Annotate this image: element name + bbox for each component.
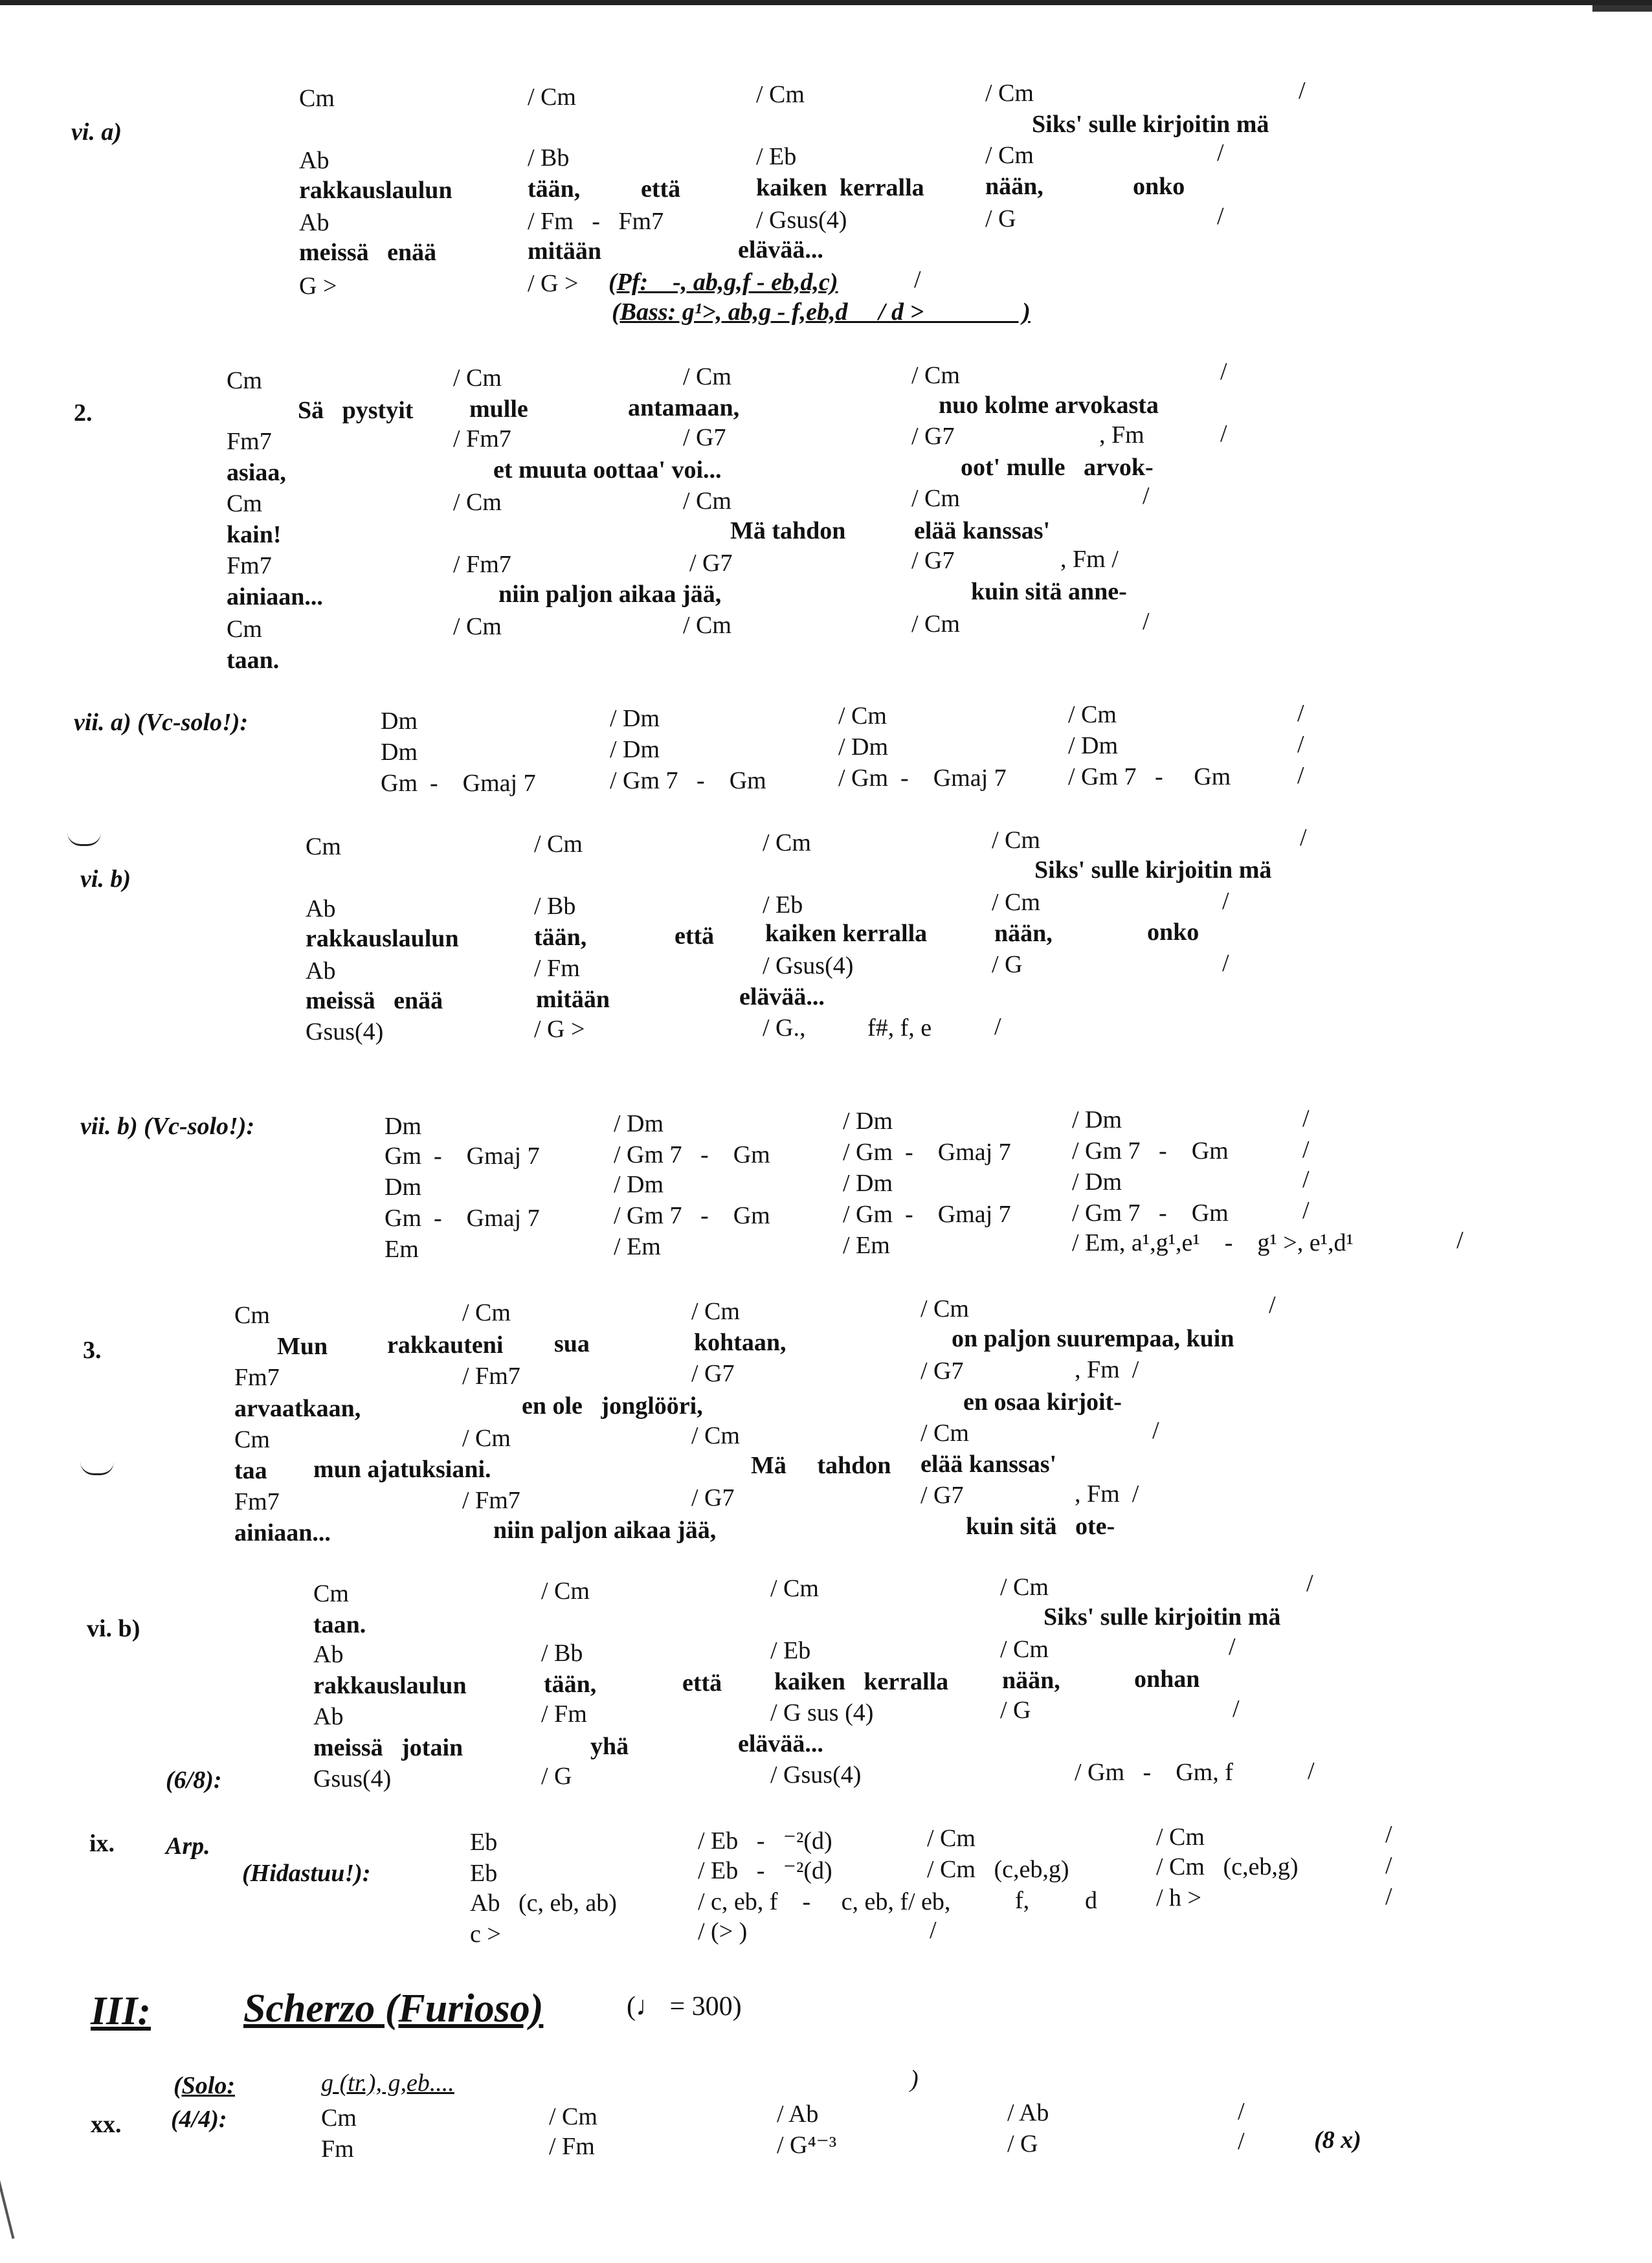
barline: / [930,1917,937,1944]
chord: Cm [313,1580,349,1607]
chord: / Dm [614,1110,664,1137]
chord: / Em [843,1232,890,1259]
chord: / Cm [770,1575,819,1602]
chord: / Gm 7 - Gm [1072,1199,1229,1227]
chord: Em [385,1236,419,1263]
chord: Dm [381,739,418,766]
solo-close: ) [910,2066,919,2093]
chord: / G7 [911,423,955,450]
chord: / Dm [1072,1168,1122,1196]
chord: / Gm 7 - Gm [614,1202,770,1229]
lyric: nään, [1002,1667,1060,1694]
chord: Gsus(4) [306,1018,384,1045]
lyric: rakkauteni [387,1332,504,1359]
chord: / Dm [1072,1106,1122,1133]
chord: / Gsus(4) [756,206,847,234]
barline: / [1220,420,1227,447]
lyric: että [682,1669,722,1697]
barline: / [1457,1227,1464,1254]
barline: / [1302,1197,1310,1224]
chord: / Em, a¹,g¹,e¹ - g¹ >, e¹,d¹ [1072,1229,1354,1256]
barline: / [914,266,921,293]
chord: / Cm [927,1825,976,1852]
lyric: Mun [277,1333,328,1360]
chord: / Eb - ⁻²(d) [698,1827,832,1855]
lyric: mulle [469,396,528,423]
barline: / [1233,1695,1240,1722]
chord: / Em [614,1233,661,1260]
chord: / Ab [1007,2099,1049,2126]
chord: Eb [470,1860,498,1887]
barline: / [1238,2098,1245,2125]
meter-mark: (4/4): [171,2106,227,2133]
chord: Ab [299,209,329,236]
barline: / [1385,1821,1392,1848]
lyric: kaiken kerralla [756,174,924,201]
chord: / G7 [691,1484,735,1511]
chord: / Gm 7 - Gm [614,1141,770,1168]
chord: , Fm / [1075,1480,1139,1508]
lyric: meissä enää [306,987,443,1014]
chord: , Fm / [1075,1356,1139,1383]
lyric: elävää... [738,236,823,263]
chord: Ab [299,147,329,174]
lyric: onko [1147,919,1200,946]
chord: / G7 [921,1357,964,1385]
chord: / Cm [763,829,811,856]
chord: / Cm [838,702,887,730]
chord: / Cm [992,889,1040,916]
chord: Ab [313,1703,344,1730]
chord: / Fm [541,1700,587,1728]
lyric: yhä [590,1733,629,1760]
chord: Fm7 [234,1364,280,1391]
lyric: oot' mulle arvok- [961,454,1154,481]
barline: / [1385,1883,1392,1910]
chord: / Cm [453,364,502,392]
barline: / [1143,482,1150,509]
chord: Cm [234,1302,270,1329]
chord: / Cm [453,613,502,640]
lyric: onhan [1134,1666,1200,1693]
section-label: vi. a) [71,118,122,146]
chord: Gsus(4) [313,1765,392,1792]
barline: / [994,1013,1001,1040]
chord: / Fm - Fm7 [528,208,664,235]
chord: Gm - Gmaj 7 [385,1205,540,1232]
barline: / [1302,1105,1310,1132]
chord: / Cm [1068,701,1117,728]
chord: / Cm [911,610,960,638]
chord: / h > [1156,1884,1201,1912]
chord: Cm [299,85,335,112]
lyric: on paljon suurempaa, kuin [952,1325,1234,1352]
lyric: mun ajatuksiani. [313,1456,491,1483]
barline: / [1308,1757,1315,1785]
chord: Eb [470,1829,498,1856]
lyric: rakkauslaulun [313,1672,467,1699]
section-label: vi. b) [80,865,131,893]
chord: Fm7 [227,428,272,455]
chord: Dm [385,1113,421,1140]
barline: / [1222,887,1229,915]
barline: / [1306,1570,1313,1597]
chord: Gm - Gmaj 7 [385,1143,540,1170]
chord: / Gm 7 - Gm [610,767,766,794]
chord: Fm7 [227,552,272,579]
barline: / [1217,203,1224,230]
chord: / Cm [1000,1574,1049,1601]
lyric: niin paljon aikaa jää, [498,581,722,608]
chord: / G., [763,1014,806,1042]
barline: / [1385,1852,1392,1879]
chord: / Gm - Gmaj 7 [843,1139,1011,1166]
chord: G > [299,273,337,300]
lyric: nään, [994,920,1053,947]
chord: Cm [227,616,262,643]
lyric: elävää... [739,983,825,1010]
chord: / Cm [549,2103,597,2130]
chord: Ab [306,957,336,985]
chord: / Cm [921,1420,969,1447]
chord: / G7 [683,424,726,451]
chord: / Cm [462,1299,511,1326]
section-label: vii. b) (Vc-solo!): [80,1113,255,1140]
lyric: et muuta oottaa' voi... [493,456,722,484]
chord: / Fm7 [462,1487,520,1514]
section-label: 3. [83,1337,102,1364]
barline: / [1302,1136,1310,1163]
chord: Cm [227,490,262,517]
lyric: niin paljon aikaa jää, [493,1517,717,1544]
chord: / Gsus(4) [763,952,854,979]
chord: / Eb [756,143,797,170]
chord: / Ab [777,2101,819,2128]
chord: / Cm [911,485,960,512]
section-label: vii. a) (Vc-solo!): [74,709,249,736]
lyric: tään, [534,924,587,951]
chord: / Cm [462,1425,511,1452]
chord: / Cm [453,489,502,516]
chord: / Cm [683,363,731,390]
lyric: en osaa kirjoit- [963,1388,1122,1416]
chord: c > [470,1921,501,1948]
chord: / G7 [911,547,955,574]
chord: / Dm [838,733,889,761]
scan-mark [0,2163,14,2238]
chord: / Cm [691,1422,740,1449]
lyric: taan. [227,647,280,674]
lyric: kohtaan, [694,1329,787,1356]
chord: / Fm7 [453,425,511,452]
chord: Cm [306,833,341,860]
barline: / [1297,700,1304,727]
section-label: ix. [89,1830,115,1857]
chord: / Cm [1000,1636,1049,1663]
chord: / Cm [683,612,731,639]
chord: / G [985,205,1016,232]
piano-note: (Pf: -, ab,g,f - eb,d,c) [608,269,838,296]
lyric: tään, [528,175,581,203]
lyric: Sä pystyit [298,397,414,424]
lyric: kuin sitä anne- [971,578,1127,605]
lyric: kaiken kerralla [774,1668,949,1695]
lyric: että [675,922,715,950]
chord: Fm7 [234,1488,280,1515]
chord: / G sus (4) [770,1699,874,1726]
chord: / Cm [683,487,731,515]
chord: / G [992,951,1023,978]
solo-mark: (Solo: [173,2072,235,2099]
chord: / Bb [541,1640,583,1667]
chord: / Cm [985,80,1034,107]
chord: / (> ) [698,1918,748,1945]
chord: / Cm [541,1577,590,1605]
chord: / G > [534,1016,585,1043]
chord: / Cm [992,827,1040,854]
barline: / [1297,731,1304,758]
arpeggio-mark: Arp. [166,1833,210,1860]
lyric: en ole jonglööri, [522,1392,703,1420]
section-label: xx. [91,2111,122,2138]
tempo-direction: (Hidastuu!): [242,1860,371,1887]
lyric: sua [554,1330,590,1357]
chord: f, [1015,1887,1030,1914]
lyric: Siks' sulle kirjoitin mä [1032,111,1269,138]
top-border [0,0,1652,5]
chord: / Cm (c,eb,g) [1156,1853,1299,1880]
chord: / G [541,1763,572,1790]
lyric: että [641,175,681,203]
chord: Ab [313,1641,344,1668]
chord: / Gm 7 - Gm [1068,763,1231,790]
barline: / [1297,762,1304,789]
barline: / [1217,139,1224,166]
barline: / [1229,1633,1236,1660]
lyric: Mä tahdon [730,517,846,544]
chord: / Gm 7 - Gm [1072,1137,1229,1165]
barline: / [1238,2128,1245,2155]
chord: Fm [321,2135,354,2163]
movement-title: Scherzo (Furioso) [243,1987,544,2031]
solo-notes: g (tr.), g,eb.... [321,2069,454,2097]
chord: / Dm [614,1171,664,1198]
tempo-marking: (♩ = 300) [627,1992,742,2022]
lyric: ainiaan... [234,1519,331,1546]
chord: / Gm - Gm, f [1075,1759,1233,1786]
chord: / Eb - ⁻²(d) [698,1857,832,1884]
chord: / Bb [534,893,576,920]
section-label: vi. b) [87,1615,140,1642]
barline: / [1220,358,1227,385]
chord: Dm [385,1174,421,1201]
chord: / Dm [843,1108,893,1135]
chord: / G [1000,1697,1031,1724]
chord: / Dm [610,705,660,732]
lyric: antamaan, [628,394,740,421]
chord: / Fm7 [462,1363,520,1390]
lyric: kaiken kerralla [765,920,928,947]
barline: / [1302,1166,1310,1193]
chord: , Fm [1099,421,1144,449]
meter-mark: (6/8): [166,1767,222,1794]
lyric: meissä enää [299,239,437,266]
section-label: 2. [74,399,93,427]
chord: / Gsus(4) [770,1761,862,1789]
chord: Cm [321,2104,357,2132]
chord: / Fm [534,955,580,982]
lyric: rakkauslaulun [306,925,459,952]
chord: / G [1007,2130,1038,2157]
scan-edge [1592,5,1652,12]
lyric: taa [234,1457,267,1484]
slur-mark [80,1462,114,1475]
lyric: elävää... [738,1730,823,1757]
lyric: elää kanssas' [921,1451,1057,1478]
chord: / Gm - Gmaj 7 [843,1201,1011,1228]
chord: / G7 [689,550,733,577]
chord: / G7 [921,1482,964,1509]
chord: / Cm [1156,1823,1205,1851]
lyric: meissä jotain [313,1734,463,1761]
chord: / Cm [691,1298,740,1325]
lyric: rakkauslaulun [299,177,452,204]
slur-mark [67,832,101,846]
chord: / Dm [1068,732,1119,759]
chord: / Fm7 [453,551,511,578]
chord: / Cm (c,eb,g) [927,1856,1069,1883]
chord: / Cm [756,81,805,108]
lyric: elää kanssas' [914,517,1051,544]
lyric: Mä tahdon [751,1452,891,1479]
chord: / Cm [911,362,960,389]
lyric: kuin sitä ote- [966,1513,1115,1540]
barline: / [1269,1291,1276,1319]
chord: f#, f, e [867,1014,932,1042]
chord: / Cm [985,142,1034,169]
chord: / Gm - Gmaj 7 [838,764,1007,792]
chord: / Eb [770,1637,811,1664]
bass-note: (Bass: g¹>, ab,g - f,eb,d / d > ) [612,298,1031,326]
barline: / [1152,1417,1159,1444]
chord: / Cm [921,1295,969,1322]
lyric: ainiaan... [227,583,323,610]
barline: / [1299,77,1306,104]
lyric: tään, [544,1671,597,1698]
chord: / Eb [763,891,803,919]
movement-number: III: [91,1989,151,2033]
chord: / G7 [691,1360,735,1387]
barline: / [1300,824,1307,851]
chord: Ab [306,895,336,922]
chord: Dm [381,708,418,735]
chord: / Bb [528,144,570,172]
chord: / G > [528,270,579,297]
lyric: Siks' sulle kirjoitin mä [1044,1603,1281,1631]
repeat-mark: (8 x) [1314,2126,1361,2154]
lyric: asiaa, [227,459,286,486]
lyric: mitään [536,986,610,1013]
chord: , Fm / [1060,546,1119,573]
lyric: kain! [227,521,282,548]
chord: / Dm [610,736,660,763]
chord: Cm [234,1426,270,1453]
lyric: nuo kolme arvokasta [939,392,1159,419]
chord: Ab (c, eb, ab) [470,1890,617,1917]
barline: / [1143,608,1150,635]
lyric: onko [1133,173,1185,200]
chord: / Cm [528,84,576,111]
lyric: mitään [528,238,601,265]
chord: / c, eb, f - c, eb, f/ eb, [698,1888,951,1915]
barline: / [1222,950,1229,977]
chord: d [1085,1887,1097,1914]
chord: Gm - Gmaj 7 [381,770,536,797]
lyric: taan. [313,1611,366,1638]
chord: Cm [227,367,262,394]
chord: / Dm [843,1170,893,1197]
lyric: nään, [985,173,1044,200]
lyric: Siks' sulle kirjoitin mä [1034,856,1272,884]
chord: / Cm [534,831,583,858]
chord: / G⁴⁻³ [777,2132,837,2159]
lyric: arvaatkaan, [234,1395,361,1422]
chord: / Fm [549,2133,595,2160]
